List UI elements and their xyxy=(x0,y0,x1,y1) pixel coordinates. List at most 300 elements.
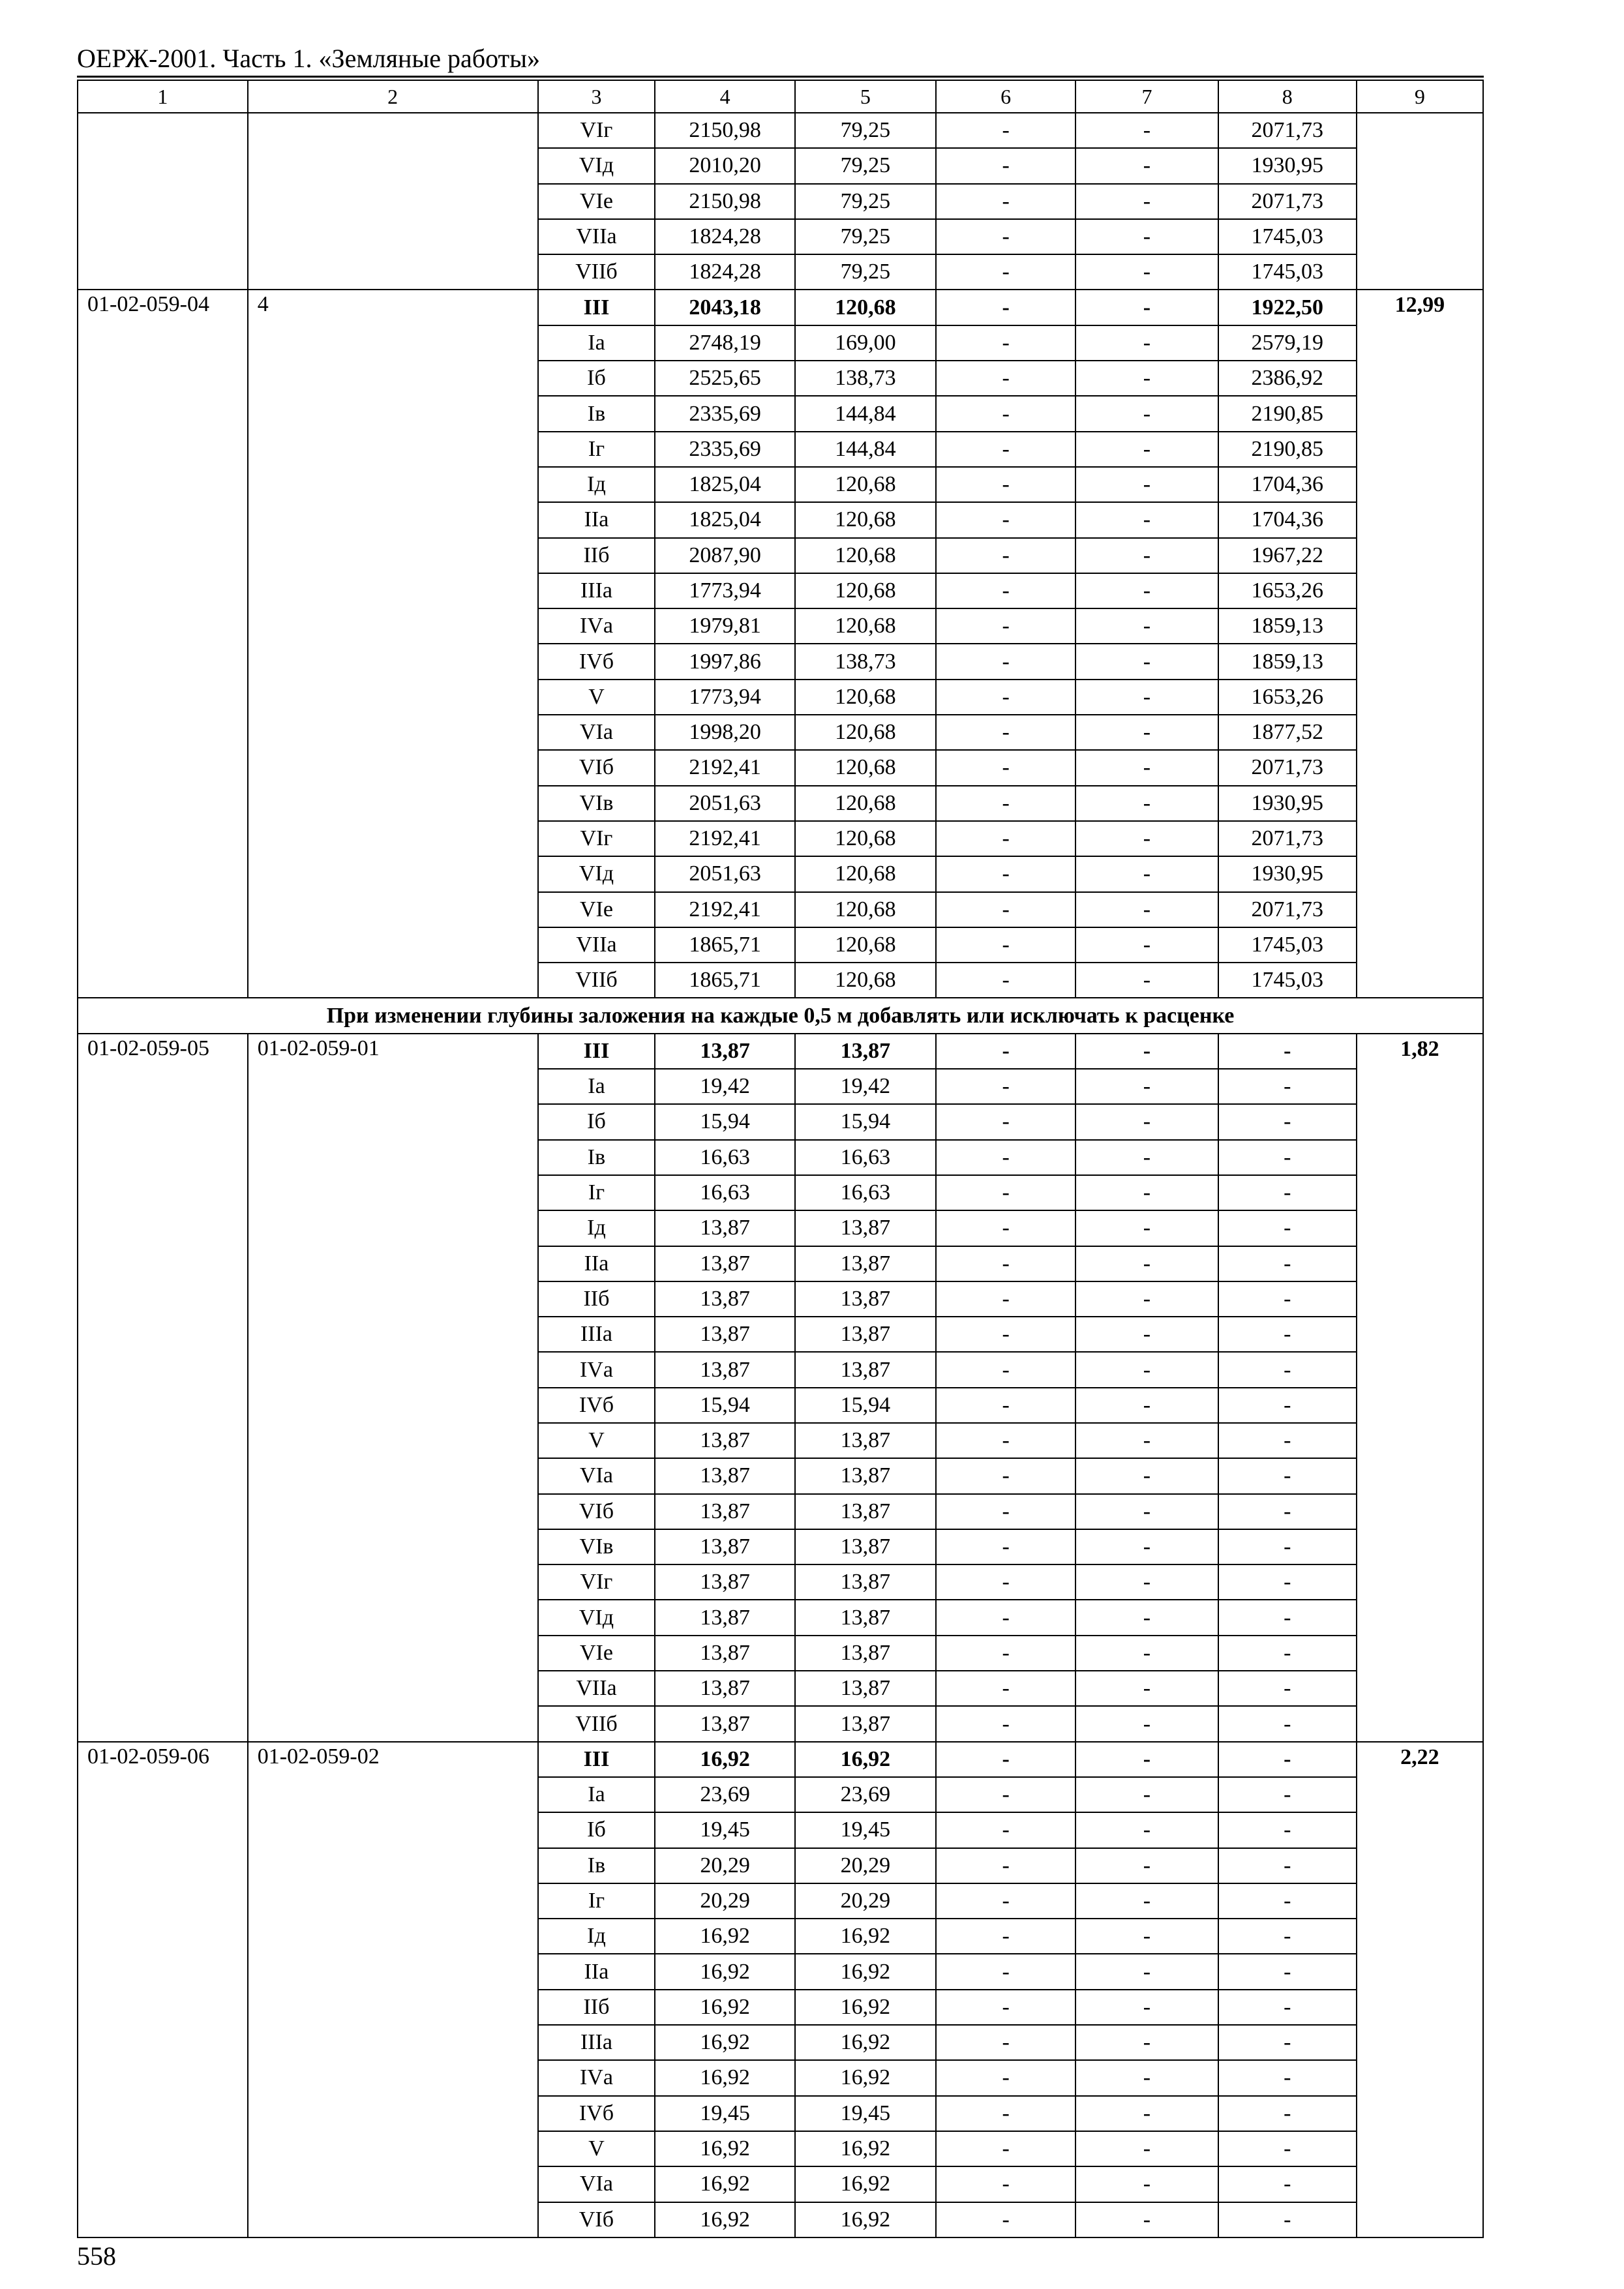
value-cell: 1773,94 xyxy=(655,680,794,715)
value-cell: - xyxy=(1218,1352,1357,1387)
region-cell: Iд xyxy=(538,1919,655,1954)
value-cell: - xyxy=(936,254,1075,290)
value-cell: 144,84 xyxy=(795,396,936,431)
value-cell: 2748,19 xyxy=(655,325,794,361)
region-cell: IIIа xyxy=(538,2025,655,2060)
value-cell: - xyxy=(1218,1210,1357,1246)
page-header xyxy=(77,43,1484,78)
value-cell: 2087,90 xyxy=(655,538,794,573)
region-cell: VIа xyxy=(538,715,655,750)
value-cell: - xyxy=(1218,1600,1357,1635)
region-cell: Iг xyxy=(538,1883,655,1919)
value-cell: 120,68 xyxy=(795,715,936,750)
value-cell: - xyxy=(936,2025,1075,2060)
region-cell: Iд xyxy=(538,467,655,502)
value-cell: - xyxy=(936,502,1075,537)
value-cell: 2071,73 xyxy=(1218,821,1357,856)
value-cell: - xyxy=(1075,467,1218,502)
value-cell: 13,87 xyxy=(795,1706,936,1741)
value-cell: - xyxy=(936,963,1075,998)
region-cell: IIа xyxy=(538,1246,655,1281)
value-cell: 20,29 xyxy=(795,1883,936,1919)
value-cell: - xyxy=(1075,1919,1218,1954)
value-cell: 15,94 xyxy=(795,1104,936,1139)
value-cell: 120,68 xyxy=(795,821,936,856)
value-cell: - xyxy=(1218,1246,1357,1281)
column-header: 7 xyxy=(1075,80,1218,113)
value-cell: - xyxy=(1075,1352,1218,1387)
value-cell: 120,68 xyxy=(795,927,936,963)
value-cell: 13,87 xyxy=(655,1564,794,1600)
region-cell: IVб xyxy=(538,2096,655,2131)
value-cell: 120,68 xyxy=(795,892,936,927)
value-cell: - xyxy=(936,892,1075,927)
value-cell: - xyxy=(1075,502,1218,537)
value-cell: 13,87 xyxy=(655,1246,794,1281)
value-cell: - xyxy=(936,1883,1075,1919)
value-cell: - xyxy=(936,1812,1075,1848)
region-cell: VIб xyxy=(538,2202,655,2237)
value-cell: - xyxy=(1075,750,1218,785)
value-cell: - xyxy=(936,1742,1075,1777)
value-cell: 1773,94 xyxy=(655,573,794,608)
value-cell: 1930,95 xyxy=(1218,856,1357,891)
value-cell: - xyxy=(1218,1317,1357,1352)
region-cell: VIIа xyxy=(538,1671,655,1706)
value-cell: 79,25 xyxy=(795,148,936,183)
value-cell: 13,87 xyxy=(795,1671,936,1706)
region-cell: Iб xyxy=(538,361,655,396)
value-cell: 16,63 xyxy=(655,1140,794,1175)
value-cell: 13,87 xyxy=(795,1246,936,1281)
region-cell: Iв xyxy=(538,396,655,431)
value-cell: - xyxy=(1075,1812,1218,1848)
column-header: 8 xyxy=(1218,80,1357,113)
region-cell: Iв xyxy=(538,1848,655,1883)
region-cell: VIд xyxy=(538,1600,655,1635)
rates-table xyxy=(77,80,1484,2238)
value-cell: 16,92 xyxy=(655,2025,794,2060)
value-cell: 2010,20 xyxy=(655,148,794,183)
value-cell: 120,68 xyxy=(795,467,936,502)
value-cell: 16,92 xyxy=(655,1954,794,1989)
value-cell: - xyxy=(1218,1423,1357,1458)
value-cell: - xyxy=(936,184,1075,219)
table-row xyxy=(78,290,1483,325)
reference-cell xyxy=(248,113,538,290)
value-cell: - xyxy=(936,1034,1075,1069)
region-cell: VIIб xyxy=(538,963,655,998)
rate-code-cell: 01-02-059-06 xyxy=(78,1742,248,2237)
value-cell: - xyxy=(936,538,1075,573)
value-cell: - xyxy=(1075,2096,1218,2131)
value-cell: - xyxy=(1075,1034,1218,1069)
value-cell: - xyxy=(1075,1990,1218,2025)
value-cell: 16,92 xyxy=(655,1742,794,1777)
value-cell: - xyxy=(936,1671,1075,1706)
value-cell: 1877,52 xyxy=(1218,715,1357,750)
region-cell: IIа xyxy=(538,502,655,537)
value-cell: 120,68 xyxy=(795,608,936,644)
value-cell: - xyxy=(936,1458,1075,1493)
region-cell: Iб xyxy=(538,1104,655,1139)
region-cell: Iа xyxy=(538,1777,655,1812)
value-cell: - xyxy=(1075,538,1218,573)
value-cell: 120,68 xyxy=(795,856,936,891)
value-cell: - xyxy=(1075,2131,1218,2166)
value-cell: 138,73 xyxy=(795,361,936,396)
value-cell: - xyxy=(1218,1564,1357,1600)
value-cell: 16,92 xyxy=(795,1954,936,1989)
value-cell: 19,45 xyxy=(795,2096,936,2131)
value-cell: 1653,26 xyxy=(1218,680,1357,715)
value-cell: 13,87 xyxy=(795,1529,936,1564)
value-cell: - xyxy=(1218,1706,1357,1741)
value-cell: 2190,85 xyxy=(1218,396,1357,431)
value-cell: - xyxy=(1218,1919,1357,1954)
value-cell: - xyxy=(936,1175,1075,1210)
value-cell: - xyxy=(936,1423,1075,1458)
value-cell: - xyxy=(1075,1706,1218,1741)
value-cell: 19,42 xyxy=(795,1069,936,1104)
region-cell: VIб xyxy=(538,1494,655,1529)
value-cell: 16,92 xyxy=(795,2166,936,2202)
value-cell: - xyxy=(936,396,1075,431)
value-cell: 2192,41 xyxy=(655,821,794,856)
value-cell: 16,63 xyxy=(795,1175,936,1210)
region-cell: IIа xyxy=(538,1954,655,1989)
value-cell: - xyxy=(1075,432,1218,467)
value-cell: 16,92 xyxy=(795,2202,936,2237)
value-cell: - xyxy=(936,2060,1075,2095)
region-cell: IIб xyxy=(538,1990,655,2025)
value-cell: - xyxy=(936,821,1075,856)
value-cell: 23,69 xyxy=(655,1777,794,1812)
value-cell: - xyxy=(936,1210,1075,1246)
value-cell: - xyxy=(1218,1812,1357,1848)
value-cell: - xyxy=(1218,2096,1357,2131)
value-cell: 13,87 xyxy=(795,1423,936,1458)
region-cell: V xyxy=(538,680,655,715)
value-cell: - xyxy=(936,856,1075,891)
value-cell: 2150,98 xyxy=(655,113,794,148)
page-number: 558 xyxy=(77,2241,116,2271)
value-cell: - xyxy=(936,1564,1075,1600)
value-cell: 20,29 xyxy=(795,1848,936,1883)
region-cell: VIд xyxy=(538,856,655,891)
value-cell: 1745,03 xyxy=(1218,219,1357,254)
value-cell: 1865,71 xyxy=(655,963,794,998)
value-cell: 79,25 xyxy=(795,219,936,254)
rate-code-cell: 01-02-059-05 xyxy=(78,1034,248,1742)
value-cell: - xyxy=(1075,1600,1218,1635)
value-cell: 1998,20 xyxy=(655,715,794,750)
value-cell: 13,87 xyxy=(795,1352,936,1387)
value-cell: 16,63 xyxy=(655,1175,794,1210)
value-cell: - xyxy=(1218,1140,1357,1175)
value-cell: - xyxy=(936,1494,1075,1529)
value-cell: - xyxy=(936,1529,1075,1564)
value-cell: 169,00 xyxy=(795,325,936,361)
table-row xyxy=(78,1742,1483,1777)
table-row xyxy=(78,113,1483,148)
column-header: 9 xyxy=(1357,80,1483,113)
value-cell: 13,87 xyxy=(655,1210,794,1246)
rate-code-cell: 01-02-059-04 xyxy=(78,290,248,998)
value-cell: - xyxy=(1075,254,1218,290)
column-header: 3 xyxy=(538,80,655,113)
value-cell: - xyxy=(936,715,1075,750)
reference-cell: 01-02-059-02 xyxy=(248,1742,538,2237)
value-cell: - xyxy=(1075,361,1218,396)
value-cell: - xyxy=(936,361,1075,396)
value-cell: 1979,81 xyxy=(655,608,794,644)
region-cell: Iг xyxy=(538,432,655,467)
value-cell: - xyxy=(1218,1281,1357,1317)
value-cell: - xyxy=(936,290,1075,325)
column-header: 4 xyxy=(655,80,794,113)
section-note: При изменении глубины заложения на каждые 0,5 м добавлять или исключать к расценке xyxy=(78,998,1483,1033)
value-cell: 15,94 xyxy=(795,1388,936,1423)
region-cell: VIIа xyxy=(538,219,655,254)
value-cell: - xyxy=(1218,2060,1357,2095)
region-cell: IVа xyxy=(538,1352,655,1387)
value-cell: - xyxy=(1075,219,1218,254)
value-cell: 144,84 xyxy=(795,432,936,467)
value-cell: 13,87 xyxy=(795,1636,936,1671)
value-cell: 13,87 xyxy=(655,1352,794,1387)
region-cell: IVб xyxy=(538,1388,655,1423)
value-cell: - xyxy=(936,2131,1075,2166)
region-cell: VIе xyxy=(538,892,655,927)
value-cell: 20,29 xyxy=(655,1883,794,1919)
value-cell: - xyxy=(1075,1671,1218,1706)
column-header: 1 xyxy=(78,80,248,113)
value-cell: 120,68 xyxy=(795,963,936,998)
region-cell: VIе xyxy=(538,184,655,219)
value-cell: 2051,63 xyxy=(655,856,794,891)
value-cell: 16,63 xyxy=(795,1140,936,1175)
value-cell: - xyxy=(1075,1140,1218,1175)
value-cell: - xyxy=(1075,1954,1218,1989)
value-cell: - xyxy=(936,1352,1075,1387)
value-cell: 13,87 xyxy=(655,1671,794,1706)
value-cell: 120,68 xyxy=(795,573,936,608)
region-cell: V xyxy=(538,2131,655,2166)
value-cell: - xyxy=(936,750,1075,785)
region-cell: IIIа xyxy=(538,573,655,608)
value-cell: - xyxy=(1218,1883,1357,1919)
table-body xyxy=(78,113,1483,2237)
region-cell: Iа xyxy=(538,325,655,361)
value-cell: - xyxy=(1075,2202,1218,2237)
document-title: ОЕРЖ-2001. Часть 1. «Земляные работы» xyxy=(77,44,540,73)
region-cell: VIв xyxy=(538,786,655,821)
value-cell: - xyxy=(936,1246,1075,1281)
value-cell: 20,29 xyxy=(655,1848,794,1883)
value-cell: 13,87 xyxy=(655,1706,794,1741)
value-cell: 19,45 xyxy=(655,2096,794,2131)
value-cell: - xyxy=(936,1281,1075,1317)
value-cell: - xyxy=(1075,1317,1218,1352)
table-row xyxy=(78,1034,1483,1069)
value-cell: 1859,13 xyxy=(1218,608,1357,644)
value-cell: 1824,28 xyxy=(655,219,794,254)
value-cell: 79,25 xyxy=(795,254,936,290)
value-cell: - xyxy=(1075,2025,1218,2060)
labor-cost-cell: 12,99 xyxy=(1357,290,1483,998)
value-cell: 13,87 xyxy=(655,1458,794,1493)
value-cell: 13,87 xyxy=(655,1423,794,1458)
value-cell: 2071,73 xyxy=(1218,892,1357,927)
value-cell: 120,68 xyxy=(795,680,936,715)
region-cell: III xyxy=(538,1034,655,1069)
value-cell: 120,68 xyxy=(795,502,936,537)
value-cell: 16,92 xyxy=(655,2131,794,2166)
value-cell: - xyxy=(936,1600,1075,1635)
value-cell: - xyxy=(1075,1246,1218,1281)
reference-cell: 4 xyxy=(248,290,538,998)
value-cell: 120,68 xyxy=(795,786,936,821)
value-cell: 1997,86 xyxy=(655,644,794,679)
value-cell: 23,69 xyxy=(795,1777,936,1812)
value-cell: - xyxy=(1075,2166,1218,2202)
value-cell: - xyxy=(1218,1671,1357,1706)
value-cell: - xyxy=(936,1706,1075,1741)
region-cell: III xyxy=(538,290,655,325)
value-cell: - xyxy=(936,325,1075,361)
value-cell: 1824,28 xyxy=(655,254,794,290)
value-cell: 2071,73 xyxy=(1218,113,1357,148)
value-cell: 15,94 xyxy=(655,1388,794,1423)
value-cell: - xyxy=(1075,1742,1218,1777)
value-cell: 13,87 xyxy=(795,1281,936,1317)
value-cell: 13,87 xyxy=(655,1281,794,1317)
value-cell: - xyxy=(1218,1069,1357,1104)
value-cell: - xyxy=(936,608,1075,644)
value-cell: 1745,03 xyxy=(1218,254,1357,290)
value-cell: - xyxy=(936,148,1075,183)
region-cell: VIа xyxy=(538,2166,655,2202)
value-cell: 1922,50 xyxy=(1218,290,1357,325)
value-cell: 1967,22 xyxy=(1218,538,1357,573)
rate-code-cell xyxy=(78,113,248,290)
value-cell: - xyxy=(936,644,1075,679)
value-cell: - xyxy=(1218,1458,1357,1493)
value-cell: - xyxy=(936,2166,1075,2202)
value-cell: - xyxy=(1218,1104,1357,1139)
value-cell: 1865,71 xyxy=(655,927,794,963)
region-cell: IIб xyxy=(538,1281,655,1317)
value-cell: - xyxy=(1075,1529,1218,1564)
value-cell: 13,87 xyxy=(795,1210,936,1246)
value-cell: 1745,03 xyxy=(1218,927,1357,963)
value-cell: - xyxy=(1075,1777,1218,1812)
value-cell: - xyxy=(1075,608,1218,644)
region-cell: VIе xyxy=(538,1636,655,1671)
value-cell: - xyxy=(936,573,1075,608)
value-cell: - xyxy=(936,113,1075,148)
value-cell: 15,94 xyxy=(655,1104,794,1139)
region-cell: IVа xyxy=(538,2060,655,2095)
value-cell: 2071,73 xyxy=(1218,184,1357,219)
region-cell: VIIб xyxy=(538,1706,655,1741)
value-cell: 13,87 xyxy=(655,1494,794,1529)
region-cell: Iг xyxy=(538,1175,655,1210)
reference-cell: 01-02-059-01 xyxy=(248,1034,538,1742)
value-cell: - xyxy=(1218,1954,1357,1989)
value-cell: 1704,36 xyxy=(1218,502,1357,537)
value-cell: - xyxy=(936,1777,1075,1812)
value-cell: 79,25 xyxy=(795,184,936,219)
value-cell: - xyxy=(1075,1388,1218,1423)
value-cell: 13,87 xyxy=(795,1564,936,1600)
value-cell: - xyxy=(936,1919,1075,1954)
value-cell: - xyxy=(1218,1529,1357,1564)
value-cell: - xyxy=(1075,113,1218,148)
value-cell: 1653,26 xyxy=(1218,573,1357,608)
value-cell: - xyxy=(936,1140,1075,1175)
value-cell: 79,25 xyxy=(795,113,936,148)
value-cell: 2386,92 xyxy=(1218,361,1357,396)
region-cell: Iв xyxy=(538,1140,655,1175)
value-cell: - xyxy=(1075,396,1218,431)
region-cell: VIг xyxy=(538,113,655,148)
value-cell: 1825,04 xyxy=(655,467,794,502)
value-cell: 13,87 xyxy=(655,1600,794,1635)
value-cell: - xyxy=(1218,1636,1357,1671)
value-cell: - xyxy=(936,1636,1075,1671)
value-cell: - xyxy=(1075,927,1218,963)
value-cell: - xyxy=(1075,1494,1218,1529)
value-cell: 16,92 xyxy=(655,2202,794,2237)
value-cell: - xyxy=(1075,1104,1218,1139)
region-cell: VIг xyxy=(538,1564,655,1600)
column-header: 6 xyxy=(936,80,1075,113)
region-cell: VIд xyxy=(538,148,655,183)
value-cell: - xyxy=(1075,821,1218,856)
value-cell: 2525,65 xyxy=(655,361,794,396)
value-cell: 1930,95 xyxy=(1218,148,1357,183)
value-cell: 1745,03 xyxy=(1218,963,1357,998)
value-cell: - xyxy=(1075,1848,1218,1883)
value-cell: 2150,98 xyxy=(655,184,794,219)
region-cell: IIб xyxy=(538,538,655,573)
labor-cost-cell: 2,22 xyxy=(1357,1742,1483,2237)
region-cell: Iд xyxy=(538,1210,655,1246)
value-cell: 16,92 xyxy=(655,1919,794,1954)
value-cell: - xyxy=(1075,1175,1218,1210)
value-cell: - xyxy=(1218,1034,1357,1069)
region-cell: VIб xyxy=(538,750,655,785)
value-cell: 13,87 xyxy=(795,1600,936,1635)
value-cell: - xyxy=(1075,573,1218,608)
value-cell: 1825,04 xyxy=(655,502,794,537)
value-cell: - xyxy=(1075,148,1218,183)
value-cell: - xyxy=(936,219,1075,254)
region-cell: Iа xyxy=(538,1069,655,1104)
region-cell: VIв xyxy=(538,1529,655,1564)
value-cell: - xyxy=(1075,644,1218,679)
value-cell: 16,92 xyxy=(795,1990,936,2025)
labor-cost-cell xyxy=(1357,113,1483,290)
region-cell: VIIа xyxy=(538,927,655,963)
value-cell: - xyxy=(936,1388,1075,1423)
value-cell: - xyxy=(1075,2060,1218,2095)
value-cell: 120,68 xyxy=(795,538,936,573)
value-cell: 2579,19 xyxy=(1218,325,1357,361)
value-cell: - xyxy=(1218,1494,1357,1529)
